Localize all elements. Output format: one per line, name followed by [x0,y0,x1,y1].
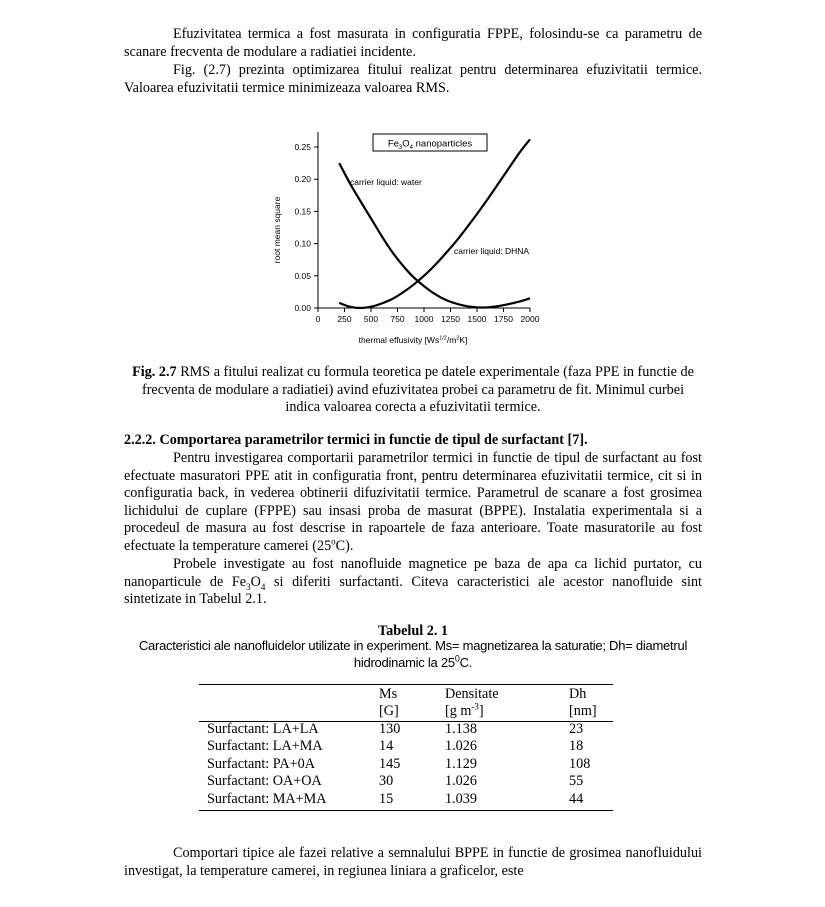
x-tick-label: 500 [363,314,379,324]
figure-caption-text: RMS a fitului realizat cu formula teoretica pe datele experimentale (faza PPE in functie de frecventa de modulare a radiatiei) avind efuzivitatea probei ca parametru de fit. Minimul curbei indica valoarea corecta a efuzivitatii termice. [141,364,694,416]
section-p1-text: Pentru investigarea comportarii parametrilor termici in functie de tipul de surfactant au fost efectuate masuratori PPE atit in configuratia front, pentru determinarea efuzivitatii termice, cit si in configuratia back, in vederea obtinerii difuzivitatii termice. Parametrul de scanare a fost grosimea lichidului de cuplare (FPPE) sau insasi proba de masurat (BPPE). Instalatia experimentala si a procedeul de masura au fost descrise in rapoartele de faza anterioare. Toate masuratorile au fost efectuate la temperature camerei (25 [124,450,702,554]
section-paragraph-2 [124,556,702,609]
legend-o: O [402,138,410,150]
table-row: Surfactant: PA+0A 145 1.129 108 [207,755,591,772]
x-tick-label: 250 [337,314,352,324]
section-p2-text: Probele investigate au fost nanofluide magnetice pe baza de apa ca lichid purtator, cu nanoparticule de Fe [124,556,702,590]
chart-axes [318,132,530,308]
header-ms: Ms [379,686,398,702]
unit-dh: [nm] [569,703,597,719]
fe-sub: 3 [246,581,251,592]
section-p2-end: si diferiti surfactanti. Citeva caracteristici ale acestor nanofluide sint sintetizate in Tabelul 2.1. [124,573,702,608]
table-row: Surfactant: LA+MA 14 1.026 18 [207,738,584,755]
table-row: Surfactant: OA+OA 30 1.026 55 [207,773,584,790]
x-axis-label [359,335,468,345]
section-p1-end: C). [335,537,354,554]
table-caption-text: Caracteristici ale nanofluidelor utilizate in experiment. Ms= magnetizarea la saturatie; Dh= diametrul hidrodinamic la 25 [138,638,688,670]
header-dh: Dh [569,686,587,702]
table-caption [124,638,702,671]
table-row: Surfactant: LA+LA 130 1.138 23 [207,721,584,737]
x-tick-label: 1500 [467,314,487,324]
table-caption-sup: 0 [454,653,460,664]
section-p2-o: O [250,573,261,590]
y-tick-label: 0.05 [294,270,311,281]
rms-effusivity-chart [270,128,560,352]
table-row: Surfactant: MA+MA 15 1.039 44 [207,790,584,807]
section-heading: 2.2.2. Comportarea parametrilor termici in functie de tipul de surfactant [7]. [124,432,588,448]
x-tick-label: 1250 [441,314,460,324]
intro-paragraph-1: Efuzivitatea termica a fost masurata in configuratia FPPE, folosindu-se ca parametru de scanare frecventa de modulare a radiatiei incidente. [124,26,702,60]
chart-series [339,139,530,308]
legend-sub-4: 4 [409,145,414,151]
unit-ms: [G] [379,703,399,719]
y-tick-label: 0.15 [294,206,311,217]
legend-rest: nanoparticles [413,138,473,150]
legend-sub-3: 3 [398,145,403,151]
nanofluid-table [199,684,613,808]
section-paragraph-1 [124,450,702,556]
y-tick-label: 0.10 [294,238,311,249]
chart-legend [373,134,487,151]
legend-fe: Fe [387,138,399,150]
o-sub: 4 [260,581,266,592]
x-tick-label: 1750 [494,314,513,324]
x-label-part-1: thermal effusivity [Ws [358,335,440,345]
figure-caption [124,364,702,417]
table-header-row-units [199,703,613,720]
series-line-dhna [339,139,530,308]
figure-caption-label: Fig. 2.7 [132,364,177,380]
x-tick-label: 1000 [414,314,434,324]
table-bottom-rule [199,810,613,811]
y-tick-label: 0.20 [294,174,311,185]
annotation-water: carrier liquid: water [350,177,422,187]
x-tick-label: 0 [315,314,321,324]
y-axis-label: root mean square [272,196,282,264]
intro-paragraph-2: Fig. (2.7) prezinta optimizarea fitului realizat pentru determinarea efuzivitatii termice. Valoarea efuzivitatii termice minimizeaza valoarea RMS. [124,62,702,96]
y-tick-label: 0.00 [294,303,311,313]
table-title: Tabelul 2. 1 [377,623,449,639]
x-tick-label: 750 [390,314,405,324]
y-tick-label: 0.25 [294,142,311,152]
x-label-part-2: /m [446,335,457,345]
x-tick-label: 2000 [520,314,540,324]
table-header-row-names [199,684,613,703]
annotation-dhna: carrier liquid: DHNA [454,246,530,256]
unit-density: [g $m^{-3}$] [445,701,484,719]
header-density: Densitate [445,686,499,702]
x-label-sup-1: 1/2 [439,335,447,342]
x-label-sup-2: 2 [456,335,460,342]
chart-ticks [294,142,539,324]
x-label-part-3: K] [459,335,468,345]
table-caption-end: C. [459,654,473,670]
closing-paragraph: Comportari tipice ale fazei relative a semnalului BPPE in functie de grosimea nanofluidului investigat, la temperature camerei, in regiunea liniara a graficelor, este [124,845,702,879]
degree-sup: o [331,536,336,547]
